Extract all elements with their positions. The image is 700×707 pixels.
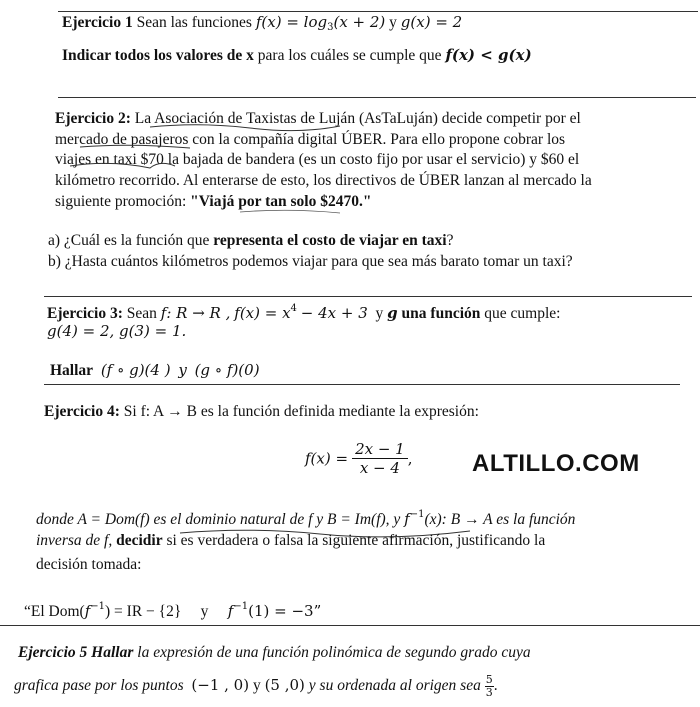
exercise-5-title: Ejercicio 5 Hallar [18, 644, 134, 661]
exercise-4-claim-exp2: −1 [233, 601, 249, 612]
exercise-1-task-bold: Indicar todos los valores de x [62, 47, 254, 64]
exercise-5-line-2 [14, 674, 498, 699]
exercise-4-claim-f: f [84, 602, 91, 620]
exercise-4-denominator: x − 4 [359, 459, 400, 477]
exercise-3-g: g [387, 304, 398, 322]
exercise-4-inverse-f: f [404, 510, 410, 528]
exercise-4-inverse-of: inversa de f, [36, 532, 113, 549]
exercise-4-claim-domain: ) = IR − {2} [105, 603, 182, 620]
exercise-4-line-4: decisión tomada: [36, 556, 142, 573]
exercise-4-fraction [352, 440, 408, 477]
exercise-3-conj: y [375, 305, 384, 322]
exercise-2-promo: "Viajá por tan solo $2470." [190, 193, 372, 210]
exercise-4-domain-text: donde A = Dom(f) es el dominio natural de f y B = Im(f), y [36, 511, 401, 528]
exercise-1-conj: y [389, 14, 397, 31]
exercise-4-inverse-exp: −1 [409, 509, 425, 520]
exercise-4-formula [305, 440, 413, 477]
exercise-5-text-3: y su ordenada al origen sea [308, 677, 481, 695]
exercise-1-intro: Sean las funciones [136, 14, 252, 31]
exercise-2-question-a-start: a) ¿Cuál es la función que [48, 232, 210, 249]
exercise-1-g-def: g(x) = 2 [400, 13, 463, 31]
exercise-2-promo-intro: siguiente promoción: [55, 193, 187, 210]
exercise-1-condition: f(x) < g(x) [445, 46, 532, 64]
exercise-2-text-1: La Asociación de Taxistas de Luján (AsTaLuján) decide competir por el [134, 110, 581, 127]
exercise-2-line-3: viajes en taxi $70 la bajada de bandera (es un costo fijo por usar el servicio) y $60 el [55, 151, 580, 168]
exercise-4-inverse-rest: (x): B → A es la función [424, 511, 576, 528]
exercise-3-task-label: Hallar [50, 362, 94, 379]
exercise-3-line-1 [47, 300, 560, 323]
exercise-4-claim [24, 598, 321, 621]
exercise-2-line-4: kilómetro recorrido. Al enterarse de esto, los directivos de ÚBER lanzan al mercado la [55, 172, 592, 189]
exercise-3-task [50, 361, 260, 380]
exercise-3-conj-2: y [178, 361, 187, 379]
exercise-3-f-exponent: 4 [290, 303, 297, 314]
exercise-1-title: Ejercicio 1 [62, 14, 133, 31]
exercise-5-period: . [493, 677, 498, 695]
exercise-5-text-1: la expresión de una función polinómica de segundo grado cuya [137, 644, 531, 661]
exercise-2-question-a-bold: representa el costo de viajar en taxi [213, 232, 447, 249]
exercise-4-line-1 [44, 403, 479, 421]
exercise-3-f-post: − 4x + 3 [300, 304, 368, 322]
exercise-2-question-a [48, 232, 454, 250]
exercise-4-claim-exp: −1 [90, 601, 106, 612]
exercise-2-title: Ejercicio 2: [55, 110, 131, 127]
rule-after-exercise-2 [44, 296, 692, 297]
exercise-1-f-def: f(x) = log [255, 13, 328, 31]
exercise-3-g-values: g(4) = 2, g(3) = 1. [47, 322, 187, 340]
exercise-5-point-1: (−1 , 0) [191, 676, 250, 695]
exercise-3-f-pre: f(x) = x [234, 304, 291, 322]
exercise-4-claim-conj: y [200, 603, 209, 620]
exercise-3-domain: f: R → R , [160, 304, 231, 322]
exercise-5-fraction [485, 674, 494, 699]
exercise-5-text-2: grafica pase por los puntos [14, 677, 184, 695]
exercise-4-comma: , [407, 449, 413, 468]
rule-after-exercise-3 [44, 384, 680, 385]
exercise-1-log-base: 3 [327, 22, 334, 33]
exercise-4-f-lhs: f(x) = [305, 449, 349, 468]
exercise-4-numerator: 2x − 1 [352, 440, 408, 459]
exercise-1-task-rest: para los cuáles se cumple que [257, 47, 442, 64]
exercise-2-question-a-end: ? [446, 232, 454, 249]
exercise-5-point-2: (5 ,0) [264, 676, 305, 695]
altillo-watermark: ALTILLO.COM [472, 450, 640, 477]
exercise-5-line-1 [18, 644, 531, 662]
exercise-3-g-rest: que cumple: [484, 305, 561, 322]
exercise-4-title: Ejercicio 4: [44, 403, 120, 420]
rule-after-exercise-4 [0, 625, 700, 626]
exercise-3-g-bold: una función [401, 305, 481, 322]
exercise-5-denominator: 3 [485, 686, 493, 699]
exercise-4-line-3 [36, 532, 545, 550]
exercise-4-claim-start: “El Dom( [24, 603, 85, 620]
exercise-1-f-arg: (x + 2) [333, 13, 386, 31]
exercise-5-conj: y [252, 677, 261, 695]
exercise-3-expr-2: (g ∘ f)(0) [194, 361, 260, 379]
exercise-3-values [47, 322, 186, 341]
exercise-2-question-b: b) ¿Hasta cuántos kilómetros podemos viajar para que sea más barato tomar un taxi? [48, 253, 573, 270]
exercise-4-decide: decidir [116, 532, 163, 549]
exercise-4-intro: Si f: A → B es la función definida mediante la expresión: [123, 403, 479, 420]
exercise-3-expr-1: (f ∘ g)(4 ) [100, 361, 171, 379]
exercise-4-claim-f2: f [227, 602, 234, 620]
exercise-3-title: Ejercicio 3: [47, 305, 123, 322]
exercise-5-numerator: 5 [485, 673, 493, 686]
exercise-4-claim-value: (1) = −3” [248, 602, 322, 620]
exercise-2-line-2: mercado de pasajeros con la compañía digital ÚBER. Para ello propone cobrar los [55, 131, 566, 148]
exercise-4-line-2 [36, 506, 575, 529]
exercise-3-intro: Sean [126, 305, 157, 322]
exercise-4-instruction: si es verdadera o falsa la siguiente afirmación, justificando la [166, 532, 546, 549]
